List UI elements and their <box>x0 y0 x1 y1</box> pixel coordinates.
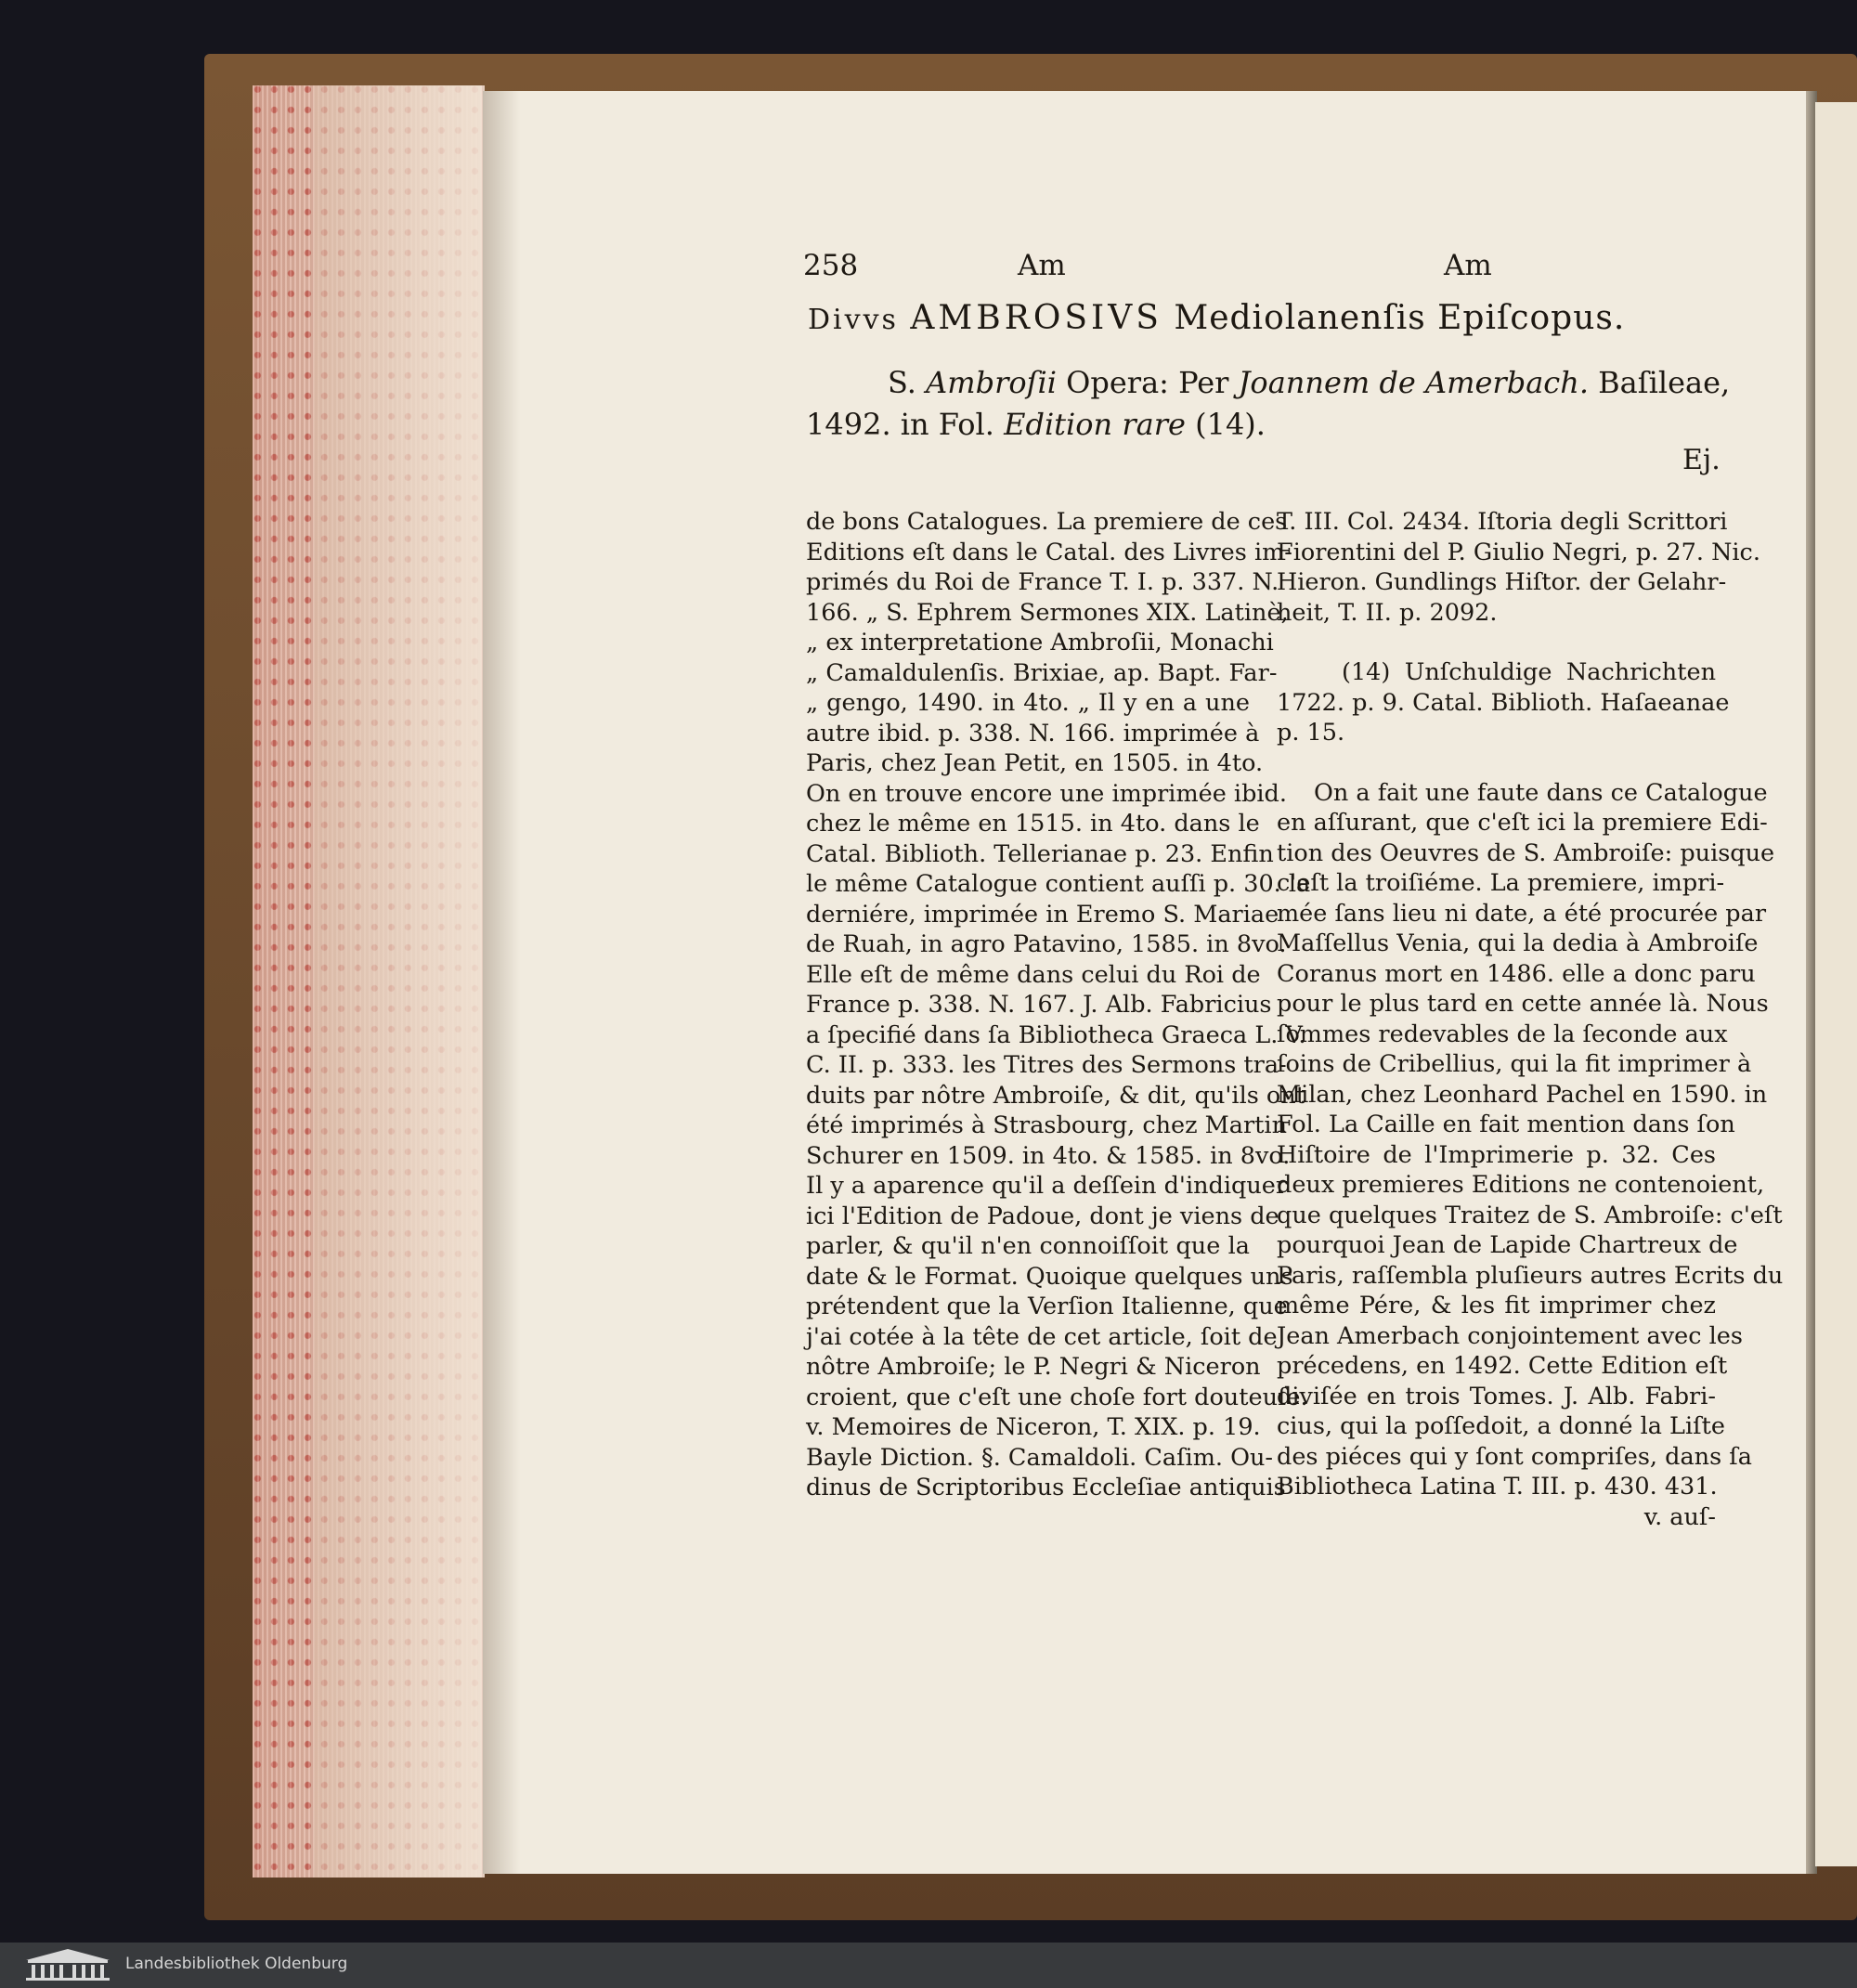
entry-italic-c: Edition rare <box>1004 407 1186 442</box>
text-line: de Ruah, in agro Patavino, 1585. in 8vo. <box>806 930 1287 958</box>
entry-citation <box>806 362 1734 446</box>
page-edges-inner <box>314 85 481 1878</box>
text-line: Catal. Biblioth. Tellerianae p. 23. Enfin <box>806 839 1274 868</box>
text-line: tion des Oeuvres de S. Ambroiſe: puisque <box>1277 838 1775 867</box>
text-line: France p. 338. N. 167. J. Alb. Fabricius <box>806 991 1272 1019</box>
text-line: des piéces qui y ſont compriſes, dans ſa <box>1277 1442 1752 1471</box>
text-line: Hieron. Gundlings Hiſtor. der Gelahr- <box>1277 568 1727 596</box>
page-number: 258 <box>803 249 859 282</box>
library-building-icon <box>22 1947 113 1982</box>
text-line: 166. „ S. Ephrem Sermones XIX. Latinè, <box>806 598 1289 627</box>
text-line: date & le Format. Quoique quelques uns <box>806 1262 1293 1291</box>
text-line: chez le même en 1515. in 4to. dans le <box>806 810 1260 838</box>
text-line: pourquoi Jean de Lapide Chartreux de <box>1277 1231 1738 1259</box>
text-line: le même Catalogue contient auſſi p. 30. la <box>806 870 1311 898</box>
text-line: primés du Roi de France T. I. p. 337. N. <box>806 568 1279 596</box>
text-line: j'ai cotée à la tête de cet article, ſoit de <box>806 1322 1278 1351</box>
entry-text-b: Opera: Per <box>1056 365 1239 400</box>
text-line: c'eſt la troiſiéme. La premiere, impri- <box>1277 869 1725 897</box>
text-line: pour le plus tard en cette année là. Nous <box>1277 990 1769 1018</box>
library-name: Landesbibliothek Oldenburg <box>125 1955 348 1973</box>
text-line: Milan, chez Leonhard Pachel en 1590. in <box>1277 1080 1768 1109</box>
entry-italic-b: Joannem de Amerbach. <box>1238 365 1589 400</box>
text-line: Coranus mort en 1486. elle a donc paru <box>1277 959 1756 988</box>
text-line: Schurer en 1509. in 4to. & 1585. in 8vo. <box>806 1141 1291 1170</box>
text-line: diviſée en trois Tomes. J. Alb. Fabri- <box>1277 1382 1716 1410</box>
title-ambrosius: AMBROSIVS <box>910 299 1162 337</box>
entry-title <box>808 299 1625 337</box>
text-line: Il y a aparence qu'il a deſſein d'indiquer <box>806 1172 1288 1200</box>
text-line: ſommes redevables de la ſeconde aux <box>1277 1020 1728 1048</box>
text-line: ſoins de Cribellius, qui la fit imprimer à <box>1277 1050 1752 1078</box>
text-line: v. Memoires de Niceron, T. XIX. p. 19. <box>806 1413 1261 1441</box>
running-head-right: Am <box>1444 249 1492 282</box>
text-line: „ ex interpretatione Ambroſii, Monachi <box>806 629 1274 656</box>
text-line: Jean Amerbach conjointement avec les <box>1277 1321 1743 1350</box>
text-line: Fiorentini del P. Giulio Negri, p. 27. Nic. <box>1277 538 1760 566</box>
entry-italic-a: Ambroſii <box>926 365 1057 400</box>
text-line: Fol. La Caille en fait mention dans ſon <box>1277 1111 1735 1138</box>
text-line: Paris, raſſembla pluſieurs autres Ecrits du <box>1277 1261 1784 1290</box>
entry-text-c: Baſileae, 1492. in Fol. <box>806 365 1731 442</box>
entry-text-a: S. <box>888 365 927 400</box>
text-line: Maſſellus Venia, qui la dedia à Ambroiſe <box>1277 929 1759 957</box>
text-line: cius, qui la poſſedoit, a donné la Liſte <box>1277 1412 1725 1440</box>
text-line: en aſſurant, que c'eſt ici la premiere Edi- <box>1277 809 1768 837</box>
title-mediolanensis: Mediolanenſis Epiſcopus. <box>1174 299 1626 337</box>
text-line: heit, T. II. p. 2092. <box>1277 598 1498 627</box>
text-line: prétendent que la Verſion Italienne, que <box>806 1293 1288 1320</box>
running-head-left: Am <box>1018 249 1066 282</box>
text-line: dinus de Scriptoribus Eccleſiae antiquis <box>806 1474 1286 1501</box>
text-line: 1722. p. 9. Catal. Biblioth. Haſaeanae <box>1277 688 1730 717</box>
facing-page-edge <box>1815 102 1857 1866</box>
text-line: croient, que c'eſt une choſe fort douteuſe. <box>806 1383 1308 1411</box>
text-line: que quelques Traitez de S. Ambroiſe: c'eſt <box>1277 1201 1783 1229</box>
text-line: nôtre Ambroiſe; le P. Negri & Niceron <box>806 1353 1261 1381</box>
text-line: „ gengo, 1490. in 4to. „ Il y en a une <box>806 689 1250 717</box>
text-line: Bayle Diction. §. Camaldoli. Caſim. Ou- <box>806 1443 1274 1472</box>
text-line: Editions eſt dans le Catal. des Livres im- <box>806 538 1292 566</box>
text-line: p. 15. <box>1277 719 1345 747</box>
text-line: de bons Catalogues. La premiere de ces <box>806 508 1288 536</box>
text-line: mée ſans lieu ni date, a été procurée par <box>1277 899 1767 928</box>
footnote-14-line: (14) Unſchuldige Nachrichten <box>1342 658 1716 686</box>
catchword-bottom: v. auſ- <box>1643 1502 1716 1531</box>
text-line: deux premieres Editions ne contenoient, <box>1277 1171 1765 1199</box>
text-line: autre ibid. p. 338. N. 166. imprimée à <box>806 719 1260 747</box>
text-line: Elle eſt de même dans celui du Roi de <box>806 960 1261 989</box>
text-line: parler, & qu'il n'en connoiſſoit que la <box>806 1232 1250 1260</box>
footnote-column-right <box>1277 507 1784 1532</box>
page-gutter-shadow <box>483 91 520 1874</box>
text-line: Paris, chez Jean Petit, en 1505. in 4to. <box>806 749 1264 777</box>
text-line: a ſpecifié dans ſa Bibliotheca Graeca L. V. <box>806 1020 1306 1049</box>
text-line: C. II. p. 333. les Titres des Sermons tra- <box>806 1051 1287 1079</box>
title-divus: Divvs <box>808 304 899 336</box>
text-line: été imprimés à Strasbourg, chez Martin <box>806 1111 1287 1139</box>
text-line: ici l'Edition de Padoue, dont je viens de <box>806 1202 1279 1230</box>
text-line: On a fait une faute dans ce Catalogue <box>1314 778 1768 807</box>
text-line: T. III. Col. 2434. Iſtoria degli Scrittori <box>1277 508 1728 536</box>
text-line: même Pére, & les fit imprimer chez <box>1277 1292 1716 1319</box>
text-line: duits par nôtre Ambroiſe, & dit, qu'ils ont <box>806 1081 1305 1110</box>
text-line: On en trouve encore une imprimée ibid. <box>806 779 1287 808</box>
catchword-top: Ej. <box>1682 444 1721 476</box>
text-line: Bibliotheca Latina T. III. p. 430. 431. <box>1277 1473 1718 1501</box>
text-line: derniére, imprimée in Eremo S. Mariae <box>806 900 1279 929</box>
entry-text-d: (14). <box>1185 407 1266 442</box>
text-line: Hiſtoire de l'Imprimerie p. 32. Ces <box>1277 1140 1716 1169</box>
text-line: „ Camaldulenſis. Brixiae, ap. Bapt. Far- <box>806 658 1278 687</box>
text-line: précedens, en 1492. Cette Edition eſt <box>1277 1352 1728 1380</box>
